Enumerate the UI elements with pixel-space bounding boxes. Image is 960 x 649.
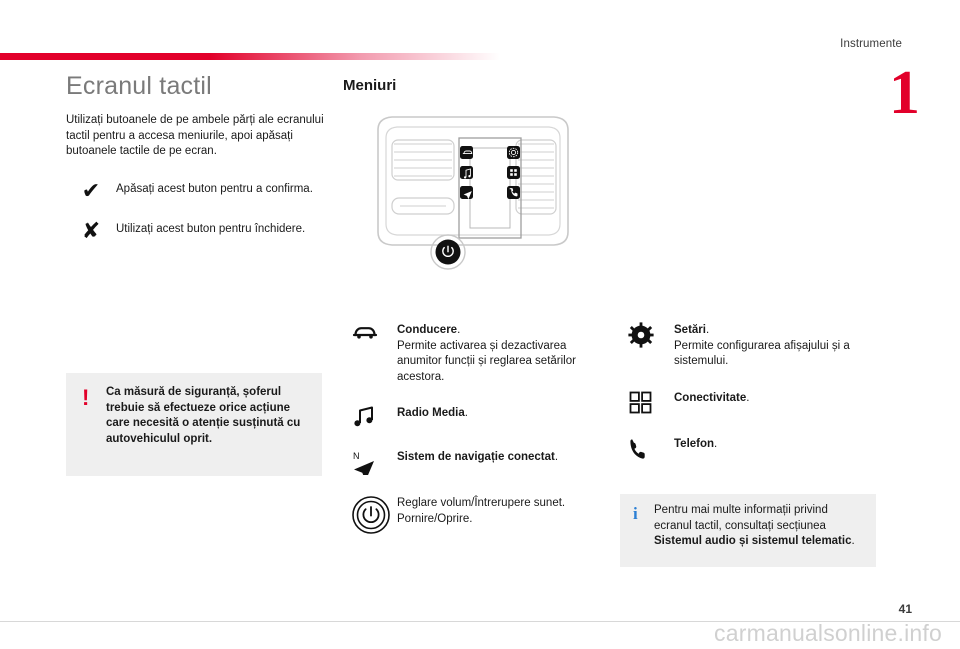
menus-heading: Meniuri	[343, 77, 397, 94]
instruction-text-confirm: Apăsați acest buton pentru a confirma.	[116, 183, 313, 195]
menu-text-setari	[674, 322, 870, 370]
menu-item-volum-pornire	[343, 495, 583, 535]
info-text-bold: Sistemul audio și sistemul telematic	[654, 535, 852, 547]
menu-text-radio-media	[397, 405, 583, 422]
page-number: 41	[898, 602, 912, 616]
check-mark-icon: ✔	[81, 178, 101, 203]
page-header	[0, 0, 960, 62]
menu-punct-navigatie: .	[554, 451, 559, 463]
gear-icon	[620, 322, 674, 348]
info-text	[654, 503, 866, 550]
icon-instruction-list	[66, 180, 336, 260]
menu-list-right	[620, 322, 870, 482]
warning-icon: !	[82, 385, 90, 410]
info-text-after: .	[851, 535, 855, 547]
power-volume-knob-icon	[343, 495, 397, 535]
navigation-arrow-icon	[343, 449, 397, 475]
menu-text-conducere	[397, 322, 583, 385]
instruction-text-close: Utilizați acest buton pentru închidere.	[116, 223, 306, 235]
menu-punct-setari: .	[705, 324, 710, 336]
menu-desc-conducere: Permite activarea și dezactivarea anumitor funcții și reglarea setărilor acestora.	[397, 339, 576, 383]
menu-text-conectivitate	[674, 390, 870, 407]
menu-desc-setari: Permite configurarea afișajului și a sistemului.	[674, 339, 850, 367]
instruction-row-close	[66, 220, 336, 242]
menu-label-navigatie: Sistem de navigație conectat	[397, 451, 555, 463]
phone-icon	[620, 436, 674, 462]
menu-item-navigatie	[343, 449, 583, 475]
section-label: Instrumente	[840, 38, 902, 50]
car-icon	[343, 322, 397, 342]
music-note-icon	[343, 405, 397, 429]
menu-list-left	[343, 322, 583, 555]
svg-text:N: N	[353, 451, 360, 461]
menu-label-setari: Setări	[674, 324, 706, 336]
menu-punct-conducere: .	[457, 324, 461, 336]
menu-label-conectivitate: Conectivitate	[674, 391, 747, 404]
dashboard-svg	[366, 112, 580, 297]
info-text-before: Pentru mai multe informații privind ecranul tactil, consultați secțiunea	[654, 504, 828, 532]
instruction-row-confirm	[66, 180, 336, 202]
menu-text-navigatie	[397, 449, 583, 466]
connectivity-grid-icon	[620, 390, 674, 416]
warning-box	[66, 373, 322, 476]
header-rule	[0, 53, 500, 60]
info-box	[620, 494, 876, 567]
menu-item-conectivitate	[620, 390, 870, 416]
menu-text-telefon	[674, 436, 870, 453]
menu-item-radio-media	[343, 405, 583, 429]
menu-punct-radio-media: .	[464, 407, 468, 419]
dashboard-illustration	[366, 112, 580, 297]
menu-item-setari	[620, 322, 870, 370]
menu-item-telefon	[620, 436, 870, 462]
chapter-number: 1	[889, 59, 920, 127]
menu-label-radio-media: Radio Media	[397, 407, 465, 419]
intro-paragraph: Utilizați butoanele de pe ambele părți ale ecranului tactil pentru a accesa meniurile, apoi apăsați butoanele tactile de pe ecran.	[66, 114, 324, 157]
menu-text-volum-pornire: Reglare volum/Întrerupere sunet. Pornire/Oprire.	[397, 497, 566, 525]
warning-text: Ca măsură de siguranță, șoferul trebuie să efectueze orice acțiune care necesită o atenție susținută cu autovehiculul oprit.	[106, 386, 301, 445]
menu-punct-conectivitate: .	[746, 391, 750, 404]
menu-item-conducere	[343, 322, 583, 385]
menu-label-telefon: Telefon	[674, 437, 715, 450]
info-icon: i	[633, 504, 638, 523]
menu-label-conducere: Conducere	[397, 324, 458, 336]
watermark: carmanualsonline.info	[714, 620, 942, 646]
cross-mark-icon: ✘	[81, 218, 101, 243]
menu-punct-telefon: .	[714, 437, 718, 450]
left-column	[66, 72, 328, 160]
page-title: Ecranul tactil	[66, 72, 212, 100]
